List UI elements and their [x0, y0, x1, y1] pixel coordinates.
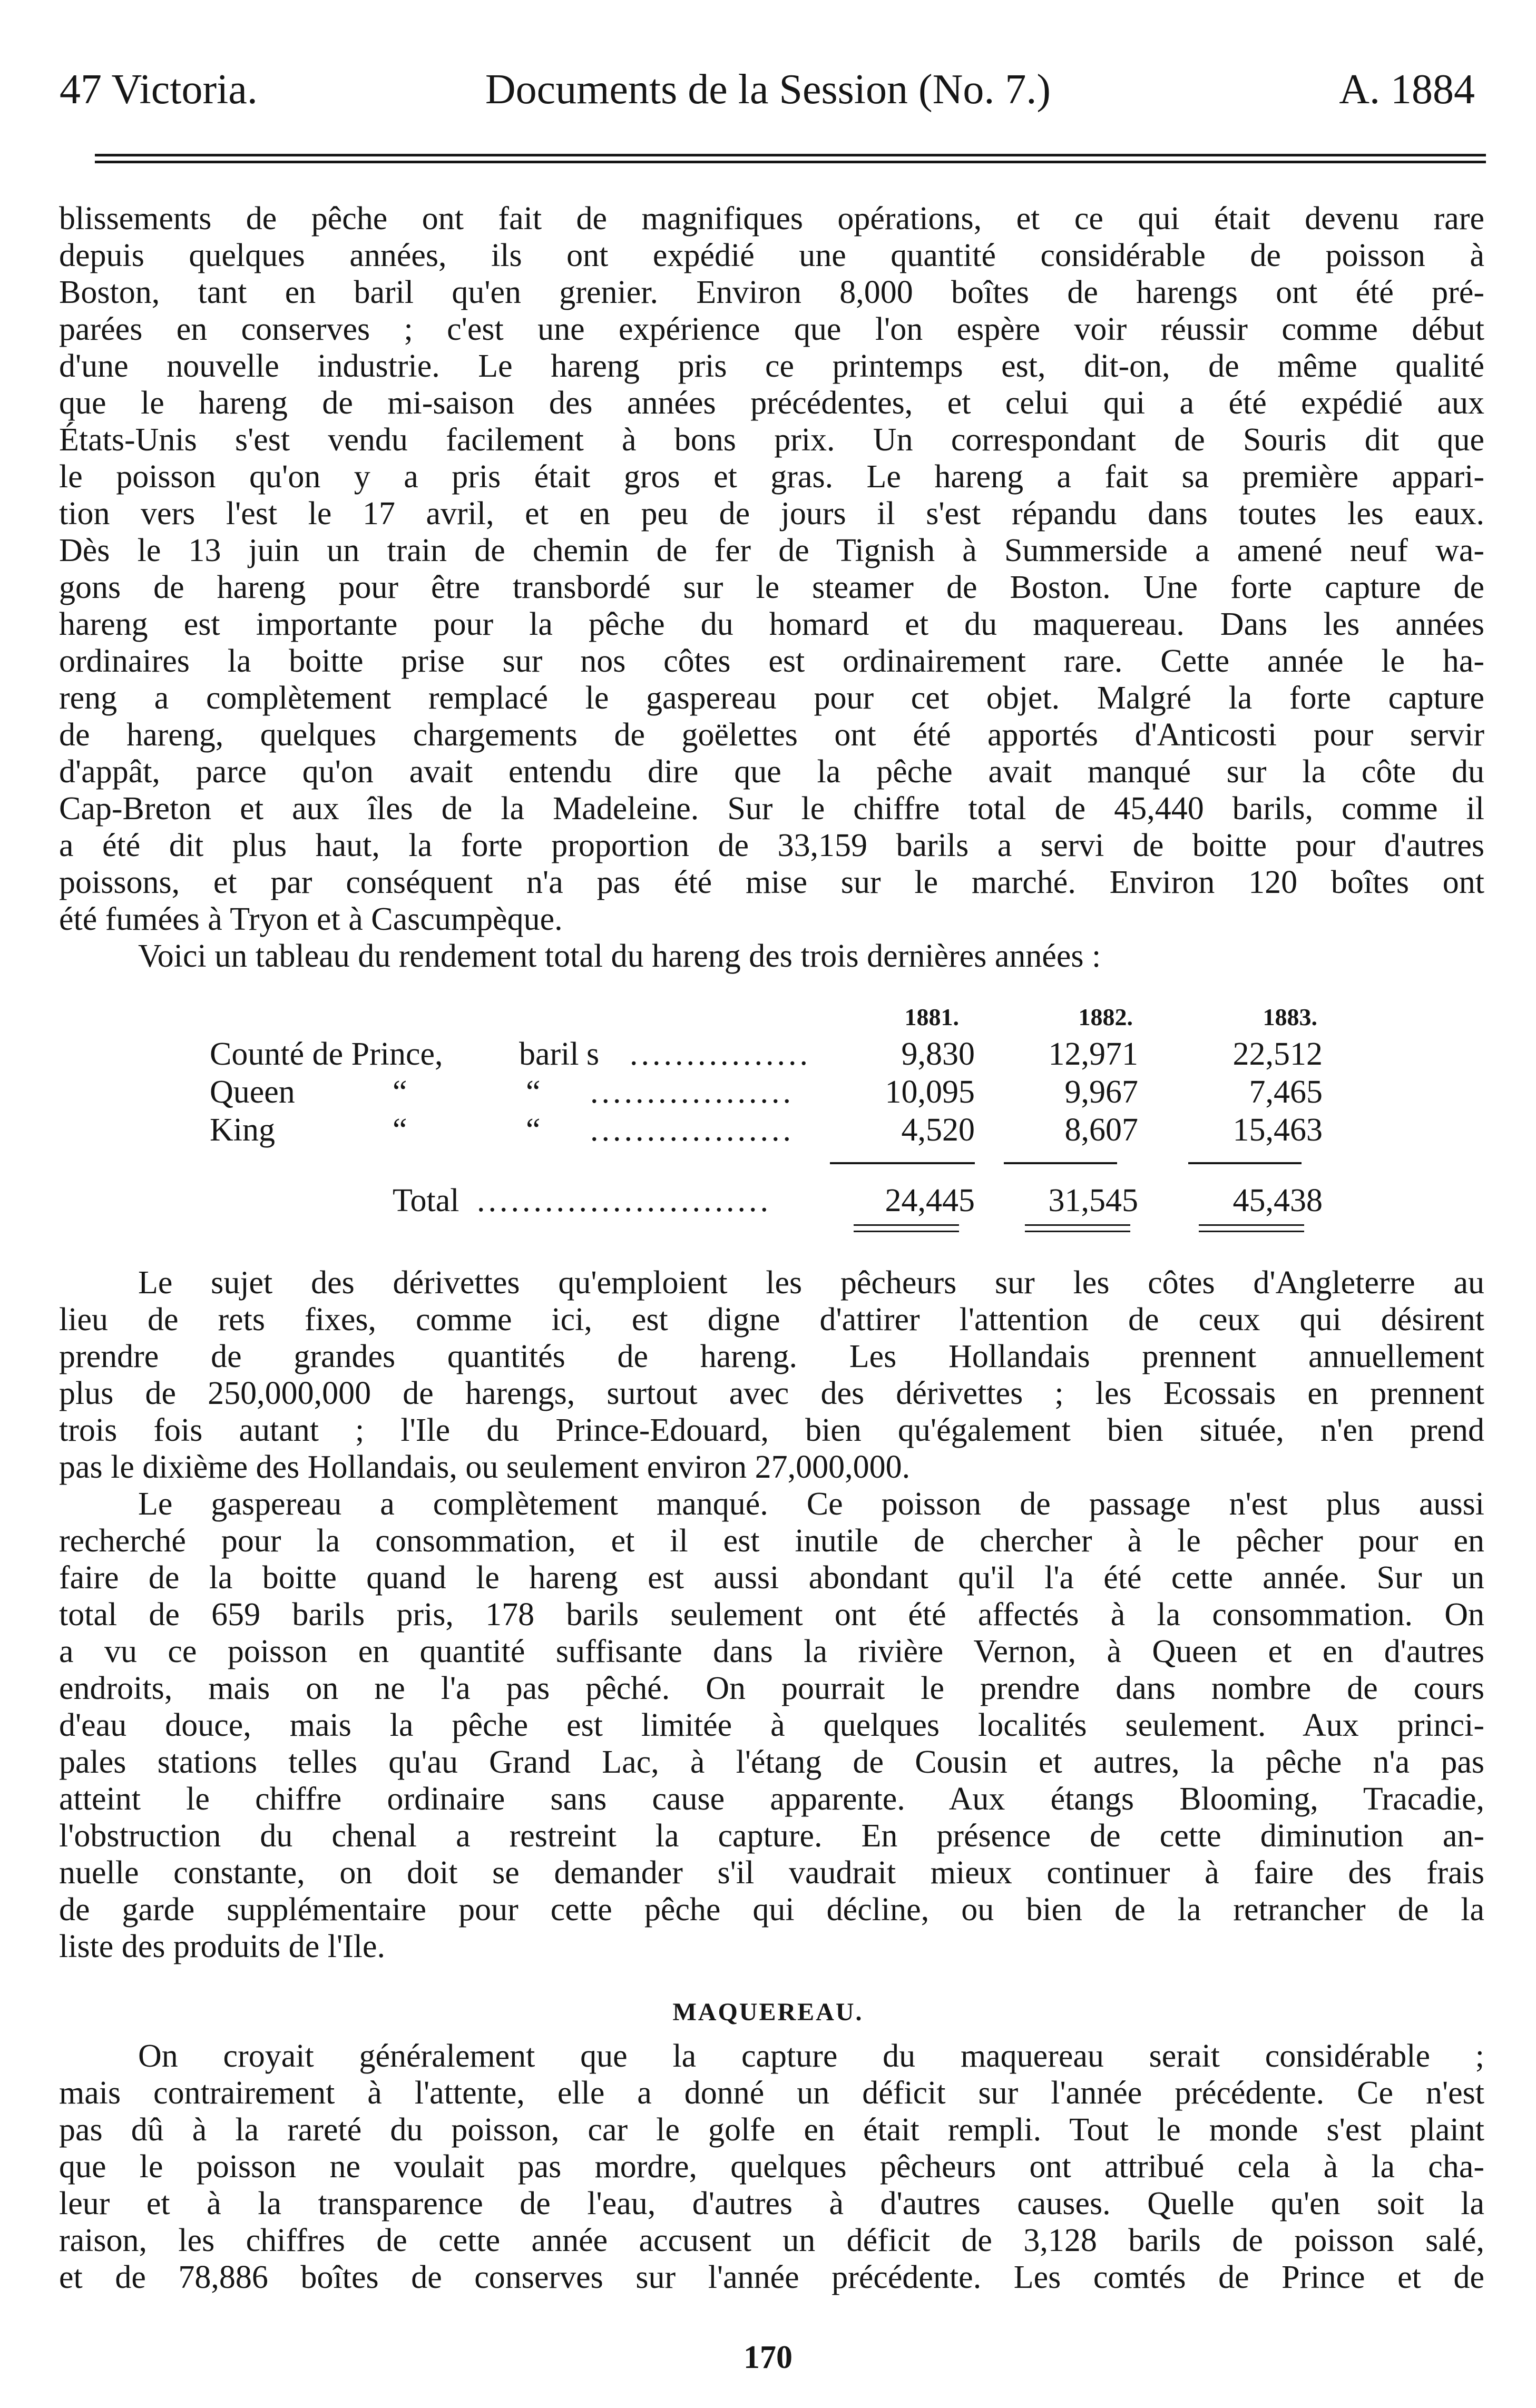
table-row-label: Counté de Prince,	[210, 1036, 443, 1072]
table-cell-value: 22,512	[1232, 1036, 1323, 1072]
text-line: plus de 250,000,000 de harengs, surtout avec des dérivettes ; les Ecossais en prennent	[59, 1375, 1484, 1411]
text-line: leur et à la transparence de l'eau, d'autres à d'autres causes. Quelle qu'en soit la	[59, 2186, 1484, 2222]
text-line: a été dit plus haut, la forte proportion de 33,159 barils a servi de boitte pour d'autres	[59, 828, 1484, 863]
text-line: États-Unis s'est vendu facilement à bons prix. Un correspondant de Souris dit que	[59, 422, 1484, 458]
total-double-rule	[1025, 1224, 1130, 1226]
text-line: et de 78,886 boîtes de conserves sur l'année précédente. Les comtés de Prince et de	[59, 2259, 1484, 2295]
table-cell-value: 8,607	[1064, 1112, 1138, 1148]
paragraph-gaspereau	[59, 1486, 1484, 1965]
text-line: reng a complètement remplacé le gaspereau pour cet objet. Malgré la forte capture	[59, 680, 1484, 716]
table-cell-value: 4,520	[901, 1112, 975, 1148]
text-line: endroits, mais on ne l'a pas pêché. On pourrait le prendre dans nombre de cours	[59, 1670, 1484, 1706]
table-cell-value: 10,095	[885, 1074, 975, 1110]
text-line: Le gaspereau a complètement manqué. Ce poisson de passage n'est plus aussi	[138, 1486, 1484, 1522]
text-line: prendre de grandes quantités de hareng. Les Hollandais prennent annuellement	[59, 1339, 1484, 1374]
text-line: mais contrairement à l'attente, elle a donné un déficit sur l'année précédente. Ce n'est	[59, 2075, 1484, 2111]
table-intro: Voici un tableau du rendement total du hareng des trois dernières années :	[138, 938, 1101, 974]
table-total-value: 45,438	[1232, 1183, 1323, 1218]
total-double-rule	[1199, 1224, 1304, 1226]
text-line: parées en conserves ; c'est une expérience que l'on espère voir réussir comme début	[59, 311, 1484, 347]
total-double-rule	[1025, 1231, 1130, 1232]
total-double-rule	[1199, 1231, 1304, 1232]
table-row-leader: ................	[630, 1036, 811, 1072]
text-line: le poisson qu'on y a pris était gros et gras. Le hareng a fait sa première appari-	[59, 459, 1484, 495]
table-row-unit: s	[586, 1036, 600, 1072]
total-rule	[1188, 1162, 1302, 1164]
table-total-leader: ..........................	[477, 1183, 771, 1218]
text-line: ordinaires la boitte prise sur nos côtes est ordinairement rare. Cette année le ha-	[59, 643, 1484, 679]
text-line: que le poisson ne voulait pas mordre, quelques pêcheurs ont attribué cela à la cha-	[59, 2149, 1484, 2185]
text-line: a vu ce poisson en quantité suffisante dans la rivière Vernon, à Queen et en d'autres	[59, 1634, 1484, 1669]
total-rule	[830, 1162, 975, 1164]
text-line: Boston, tant en baril qu'en grenier. Environ 8,000 boîtes de harengs ont été pré-	[59, 274, 1484, 310]
paragraph-herring-continued	[59, 200, 1484, 975]
column-header-year: 1881.	[904, 1004, 959, 1030]
table-row-leader: ..................	[590, 1074, 794, 1110]
table-cell-value: 9,967	[1064, 1074, 1138, 1110]
total-rule	[1004, 1162, 1117, 1164]
table-cell-value: 7,465	[1249, 1074, 1323, 1110]
column-header-year: 1882.	[1078, 1004, 1133, 1030]
text-line: recherché pour la consommation, et il est inutile de chercher à le pêcher pour en	[59, 1523, 1484, 1559]
text-line: poissons, et par conséquent n'a pas été mise sur le marché. Environ 120 boîtes ont	[59, 864, 1484, 900]
text-line: d'une nouvelle industrie. Le hareng pris ce printemps est, dit-on, de même qualité	[59, 348, 1484, 384]
text-line: total de 659 barils pris, 178 barils seulement ont été affectés à la consommation. On	[59, 1597, 1484, 1633]
text-line: liste des produits de l'Ile.	[59, 1929, 386, 1964]
table-total-label: Total	[393, 1183, 459, 1218]
text-line: On croyait généralement que la capture du maquereau serait considérable ;	[138, 2038, 1484, 2074]
text-line: gons de hareng pour être transbordé sur le steamer de Boston. Une forte capture de	[59, 569, 1484, 605]
table-total-value: 24,445	[885, 1183, 975, 1218]
page-number: 170	[743, 2340, 793, 2375]
table-row-ditto: “	[393, 1112, 407, 1148]
paragraph-maquereau	[59, 2038, 1484, 2296]
text-line: de garde supplémentaire pour cette pêche qui décline, ou bien de la retrancher de la	[59, 1892, 1484, 1928]
table-row-ditto: “	[526, 1074, 541, 1110]
table-row-ditto: “	[393, 1074, 407, 1110]
paragraph-drift-nets	[59, 1264, 1484, 1486]
text-line: pas dû à la rareté du poisson, car le golfe en était rempli. Tout le monde s'est plaint	[59, 2112, 1484, 2148]
text-line: pas le dixième des Hollandais, ou seulement environ 27,000,000.	[59, 1449, 911, 1485]
text-line: de hareng, quelques chargements de goëlettes ont été apportés d'Anticosti pour servir	[59, 717, 1484, 753]
table-row-ditto: “	[526, 1112, 541, 1148]
table-cell-value: 15,463	[1232, 1112, 1323, 1148]
text-line: Le sujet des dérivettes qu'emploient les pêcheurs sur les côtes d'Angleterre au	[138, 1265, 1484, 1301]
table-row-label: King	[210, 1112, 275, 1148]
running-header-volume: 47 Victoria.	[60, 66, 258, 113]
header-rule-top	[95, 154, 1486, 156]
text-line: que le hareng de mi-saison des années précédentes, et celui qui a été expédié aux	[59, 385, 1484, 421]
table-cell-value: 12,971	[1048, 1036, 1138, 1072]
running-header-year: A. 1884	[1339, 66, 1475, 113]
table-row-leader: ..................	[590, 1112, 794, 1148]
total-double-rule	[854, 1231, 959, 1232]
table-cell-value: 9,830	[901, 1036, 975, 1072]
total-double-rule	[854, 1224, 959, 1226]
text-line: d'eau douce, mais la pêche est limitée à quelques localités seulement. Aux princi-	[59, 1707, 1484, 1743]
text-line: lieu de rets fixes, comme ici, est digne d'attirer l'attention de ceux qui désirent	[59, 1302, 1484, 1338]
text-line: blissements de pêche ont fait de magnifiques opérations, et ce qui était devenu rare	[59, 201, 1484, 237]
text-line: nuelle constante, on doit se demander s'il vaudrait mieux continuer à faire des frais	[59, 1855, 1484, 1891]
header-rule-bottom	[95, 161, 1486, 163]
column-header-year: 1883.	[1263, 1004, 1317, 1030]
running-header-title: Documents de la Session (No. 7.)	[485, 66, 1051, 113]
table-row-label: Queen	[210, 1074, 295, 1110]
text-line: été fumées à Tryon et à Cascumpèque.	[59, 901, 563, 937]
table-total-value: 31,545	[1048, 1183, 1138, 1218]
text-line: l'obstruction du chenal a restreint la capture. En présence de cette diminution an-	[59, 1818, 1484, 1854]
text-line: hareng est importante pour la pêche du homard et du maquereau. Dans les années	[59, 606, 1484, 642]
text-line: Dès le 13 juin un train de chemin de fer de Tignish à Summerside a amené neuf wa-	[59, 533, 1484, 568]
text-line: trois fois autant ; l'Ile du Prince-Edouard, bien qu'également bien située, n'en prend	[59, 1412, 1484, 1448]
text-line: atteint le chiffre ordinaire sans cause apparente. Aux étangs Blooming, Tracadie,	[59, 1781, 1484, 1817]
text-line: pales stations telles qu'au Grand Lac, à l'étang de Cousin et autres, la pêche n'a pas	[59, 1744, 1484, 1780]
text-line: Cap-Breton et aux îles de la Madeleine. Sur le chiffre total de 45,440 barils, comme il	[59, 791, 1484, 827]
text-line: depuis quelques années, ils ont expédié une quantité considérable de poisson à	[59, 238, 1484, 273]
text-line: raison, les chiffres de cette année accusent un déficit de 3,128 barils de poisson salé,	[59, 2223, 1484, 2258]
section-heading-maquereau: MAQUEREAU.	[672, 1998, 864, 2026]
text-line: tion vers l'est le 17 avril, et en peu de jours il s'est répandu dans toutes les eaux.	[59, 496, 1484, 532]
text-line: d'appât, parce qu'on avait entendu dire que la pêche avait manqué sur la côte du	[59, 754, 1484, 790]
table-row-unit: baril	[519, 1036, 579, 1072]
text-line: faire de la boitte quand le hareng est aussi abondant qu'il l'a été cette année. Sur un	[59, 1560, 1484, 1596]
